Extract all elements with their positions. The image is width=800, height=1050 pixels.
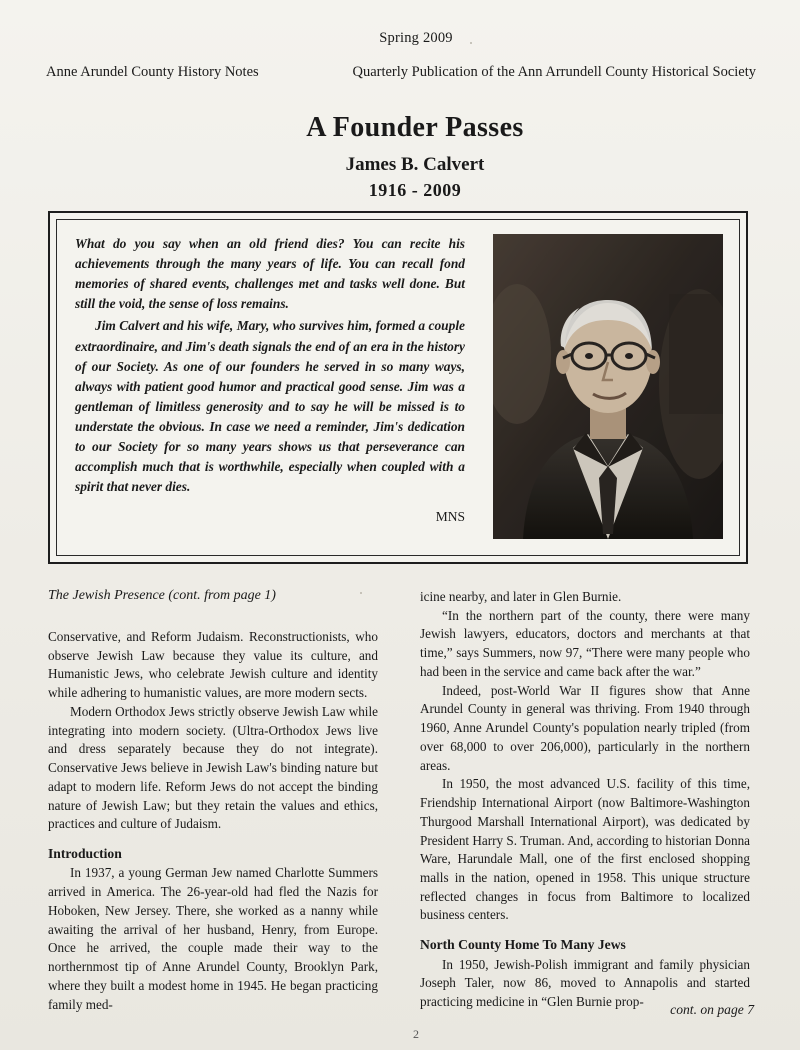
- memorial-box-inner: [56, 219, 740, 556]
- right-paragraph-1: icine nearby, and later in Glen Burnie.: [420, 589, 622, 604]
- publication-subtitle: Quarterly Publication of the Ann Arrundell County Historical Society: [352, 64, 756, 80]
- subject-name: James B. Calvert: [345, 154, 485, 175]
- continued-from-heading: The Jewish Presence (cont. from page 1): [48, 588, 276, 603]
- left-paragraph-3: In 1937, a young German Jew named Charlotte Summers arrived in America. The 26-year-old had fled the Nazis for Hoboken, New Jersey. There, she worked as a nanny while awaiting the arrival of her husband, Henry, from Europe. Once he arrived, the couple made their way to the northernmost tip of Anne Arundel County, Brooklyn Park, where they built a modest home in 1945. He began practicing family med-: [48, 865, 378, 1012]
- subject-years: 1916 - 2009: [368, 180, 462, 200]
- right-paragraph-5: In 1950, Jewish-Polish immigrant and family physician Joseph Taler, now 86, moved to Annapolis and started practicing medicine in “Glen Burnie prop-: [420, 956, 750, 1009]
- right-paragraph-2: “In the northern part of the county, there were many Jewish lawyers, educators, doctors and merchants at that time,” says Summers, now 97, “There were many people who had been in the service and came back after the war.”: [420, 607, 750, 679]
- right-column: [420, 588, 750, 1012]
- scan-speck: [470, 42, 472, 44]
- article-title-block: [0, 112, 800, 201]
- left-paragraph-2: Modern Orthodox Jews strictly observe Jewish Law while integrating into modern society. (Ultra-Orthodox Jews live and dress separately because they do not integrate). Conservative Jews believe in Jewish Law's binding nature but adapt to modern life. Reform Jews do not accept the binding nature of Jewish Law; but they retain the values and ethics, practices and culture of Judaism.: [48, 703, 378, 832]
- issue-date: Spring 2009: [379, 30, 453, 46]
- memorial-paragraph-1: What do you say when an old friend dies? You can recite his achievements through the many years of life. You can recall fond memories of shared events, challenges met and tasks well done. But still the void, the sense of loss remains.: [75, 236, 465, 312]
- memorial-signature: MNS: [435, 509, 465, 525]
- page-title: A Founder Passes: [306, 112, 524, 143]
- right-paragraph-4: In 1950, the most advanced U.S. facility of this time, Friendship International Airport (now Baltimore-Washington Thurgood Marshall International Airport), was dedicated by President Harry S. Truman. And, according to historian Donna Ware, Harundale Mall, one of the first enclosed shopping malls in the nation, opened in 1958. This unique structure reflected changes in focus from Baltimore to localized business centers.: [420, 776, 751, 923]
- memorial-box: [48, 211, 748, 564]
- left-paragraph-1: Conservative, and Reform Judaism. Reconstructionists, who observe Jewish Law because they value its culture, and Humanistic Jews, who celebrate Jewish culture and identity while adhering to humanistic values, are more modern sects.: [48, 629, 378, 701]
- portrait-photo: [493, 234, 723, 539]
- memorial-text: [75, 234, 465, 497]
- publication-title: Anne Arundel County History Notes: [46, 64, 259, 80]
- left-column: [48, 628, 378, 1014]
- masthead-row: [46, 64, 756, 81]
- left-section-heading: Introduction: [48, 846, 122, 862]
- memorial-paragraph-2: Jim Calvert and his wife, Mary, who survives him, formed a couple extraordinaire, and Jim's death signals the end of an era in the history of our Society. As one of our founders he served in so many ways, always with patient good humor and practical good sense. Jim was a gentleman of limitless generosity and to say he will be missed is to understate the obvious. In case we need a reminder, Jim's dedication to our Society for so many years shows us that perseverance can accomplish much that is worthwhile, especially when coupled with a spirit that never dies.: [75, 318, 465, 495]
- right-section-heading: North County Home To Many Jews: [420, 937, 626, 953]
- continued-on-note: cont. on page 7: [670, 1002, 754, 1017]
- portrait-photo-image: [493, 234, 723, 539]
- right-paragraph-3: Indeed, post-World War II figures show that Anne Arundel County in general was thriving. From 1940 through 1960, Anne Arundel County's population nearly tripled (from over 68,000 to over 206,000), particularly in the northern areas.: [420, 682, 750, 773]
- scan-speck: [360, 592, 362, 594]
- page-number: 2: [413, 1027, 419, 1041]
- masthead: [46, 30, 756, 81]
